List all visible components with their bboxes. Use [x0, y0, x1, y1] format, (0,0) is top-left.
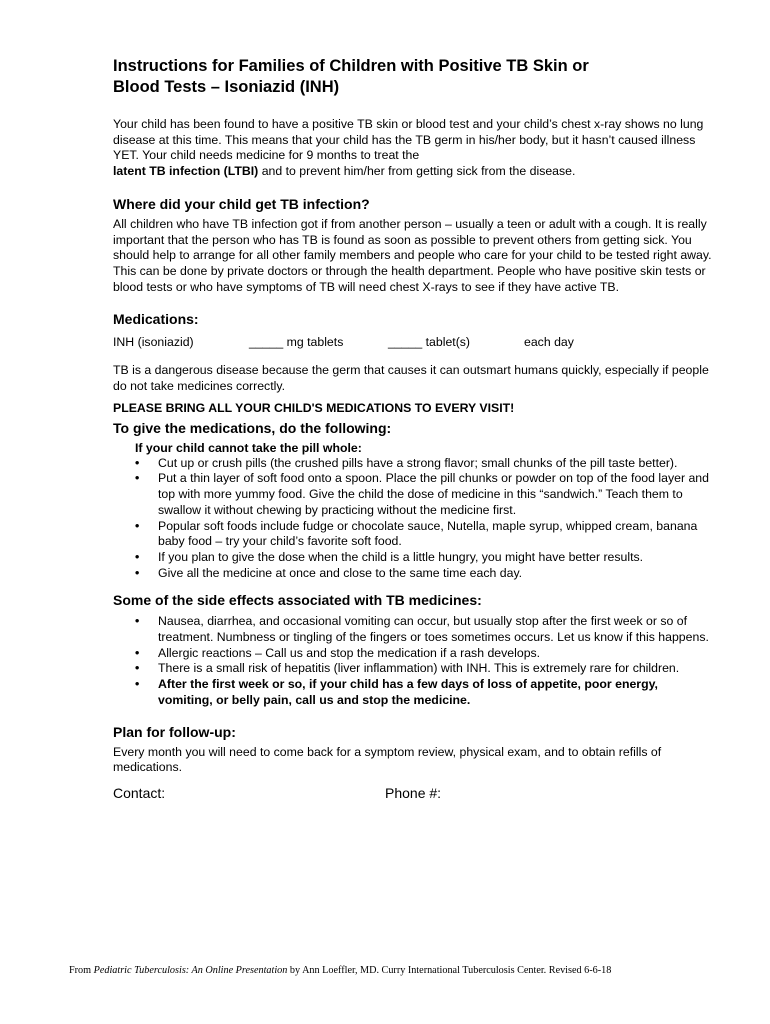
medication-mg-blank: _____ mg tablets	[249, 335, 344, 350]
danger-paragraph: TB is a dangerous disease because the germ that causes it can outsmart humans quickly, especially if people do not take medicines correctly.	[113, 363, 709, 394]
intro-text: Your child has been found to have a positive TB skin or blood test and your child’s chest x-ray shows no lung disease at this time. This means that your child has the TB germ in his/her body, but it hasn’t caused illness YET. Your child needs medicine for 9 months to treat the	[113, 117, 704, 163]
document-page	[113, 56, 713, 802]
list-item: • There is a small risk of hepatitis (liver inflammation) with INH. This is extremely rare for children.	[135, 661, 680, 676]
medication-frequency: each day	[524, 335, 574, 350]
medications-heading: Medications:	[113, 311, 199, 328]
where-paragraph: All children who have TB infection got if from another person – usually a teen or adult with a cough. It is really important that the person who has TB is found as soon as possible to prevent others from getting sick. You should help to arrange for all other family members and people who care for your child to be tested right away. This can be done by private doctors or through the health department. People who have positive skin tests or blood tests or who have symptoms of TB will need chest X-rays to see if they have active TB.	[113, 216, 712, 294]
medication-row	[113, 334, 713, 350]
footer-citation: From Pediatric Tuberculosis: An Online Presentation by Ann Loeffler, MD. Curry International Tuberculosis Center. Revised 6-6-18	[69, 965, 612, 976]
followup-paragraph: Every month you will need to come back for a symptom review, physical exam, and to obtain refills of medications.	[113, 744, 662, 775]
bullet-icon: •	[135, 677, 140, 692]
bring-medications-notice: PLEASE BRING ALL YOUR CHILD'S MEDICATIONS TO EVERY VISIT!	[113, 400, 515, 415]
list-item-warning: • After the first week or so, if your child has a few days of loss of appetite, poor energy, vomiting, or belly pain, call us and stop the medicine.	[135, 677, 658, 707]
give-list	[113, 456, 713, 582]
contact-row	[113, 784, 713, 802]
footer-source-title: Pediatric Tuberculosis: An Online Presentation	[93, 965, 288, 976]
bullet-icon: •	[135, 518, 140, 533]
side-effects-heading: Some of the side effects associated with TB medicines:	[113, 592, 482, 609]
list-item: • Put a thin layer of soft food onto a spoon. Place the pill chunks or powder on top of the food layer and top with more yummy food. Give the child the dose of medicine in this “sandwich.” Teach them to swallow it without chewing by practicing without the medicine first.	[135, 471, 709, 517]
give-subheading: If your child cannot take the pill whole:	[135, 440, 362, 455]
intro-paragraph	[113, 117, 713, 180]
side-effects-list	[113, 614, 713, 708]
bullet-icon: •	[135, 565, 140, 580]
bullet-icon: •	[135, 614, 140, 629]
bullet-icon: •	[135, 549, 140, 564]
intro-text-after: and to prevent him/her from getting sick from the disease.	[258, 164, 576, 179]
list-item: • If you plan to give the dose when the child is a little hungry, you might have better results.	[135, 549, 644, 564]
list-item: • Allergic reactions – Call us and stop the medication if a rash develops.	[135, 645, 541, 660]
where-heading: Where did your child get TB infection?	[113, 195, 370, 212]
list-item: • Give all the medicine at once and close to the same time each day.	[135, 565, 523, 580]
medication-drug: INH (isoniazid)	[113, 335, 194, 350]
title-line-2: Blood Tests – Isoniazid (INH)	[113, 78, 340, 96]
list-item: • Cut up or crush pills (the crushed pills have a strong flavor; small chunks of the pill taste better).	[135, 455, 678, 470]
bullet-icon: •	[135, 661, 140, 676]
bullet-icon: •	[135, 645, 140, 660]
title-line-1: Instructions for Families of Children with Positive TB Skin or	[113, 57, 589, 75]
medication-tablets-blank: _____ tablet(s)	[388, 335, 471, 350]
list-item: • Popular soft foods include fudge or chocolate sauce, Nutella, maple syrup, whipped cream, banana baby food – try your child’s favorite soft food.	[135, 518, 698, 549]
followup-heading: Plan for follow-up:	[113, 723, 236, 740]
give-heading: To give the medications, do the following:	[113, 419, 392, 436]
phone-label: Phone #:	[385, 784, 442, 801]
intro-bold-ltbi: latent TB infection (LTBI)	[113, 164, 259, 179]
page-title	[113, 56, 713, 98]
contact-label: Contact:	[113, 784, 166, 801]
bullet-icon: •	[135, 471, 140, 486]
bullet-icon: •	[135, 455, 140, 470]
list-item: • Nausea, diarrhea, and occasional vomiting can occur, but usually stop after the first week or so of treatment. Numbness or tingling of the fingers or toes sometimes occurs. Let us know if this happens.	[135, 614, 709, 645]
